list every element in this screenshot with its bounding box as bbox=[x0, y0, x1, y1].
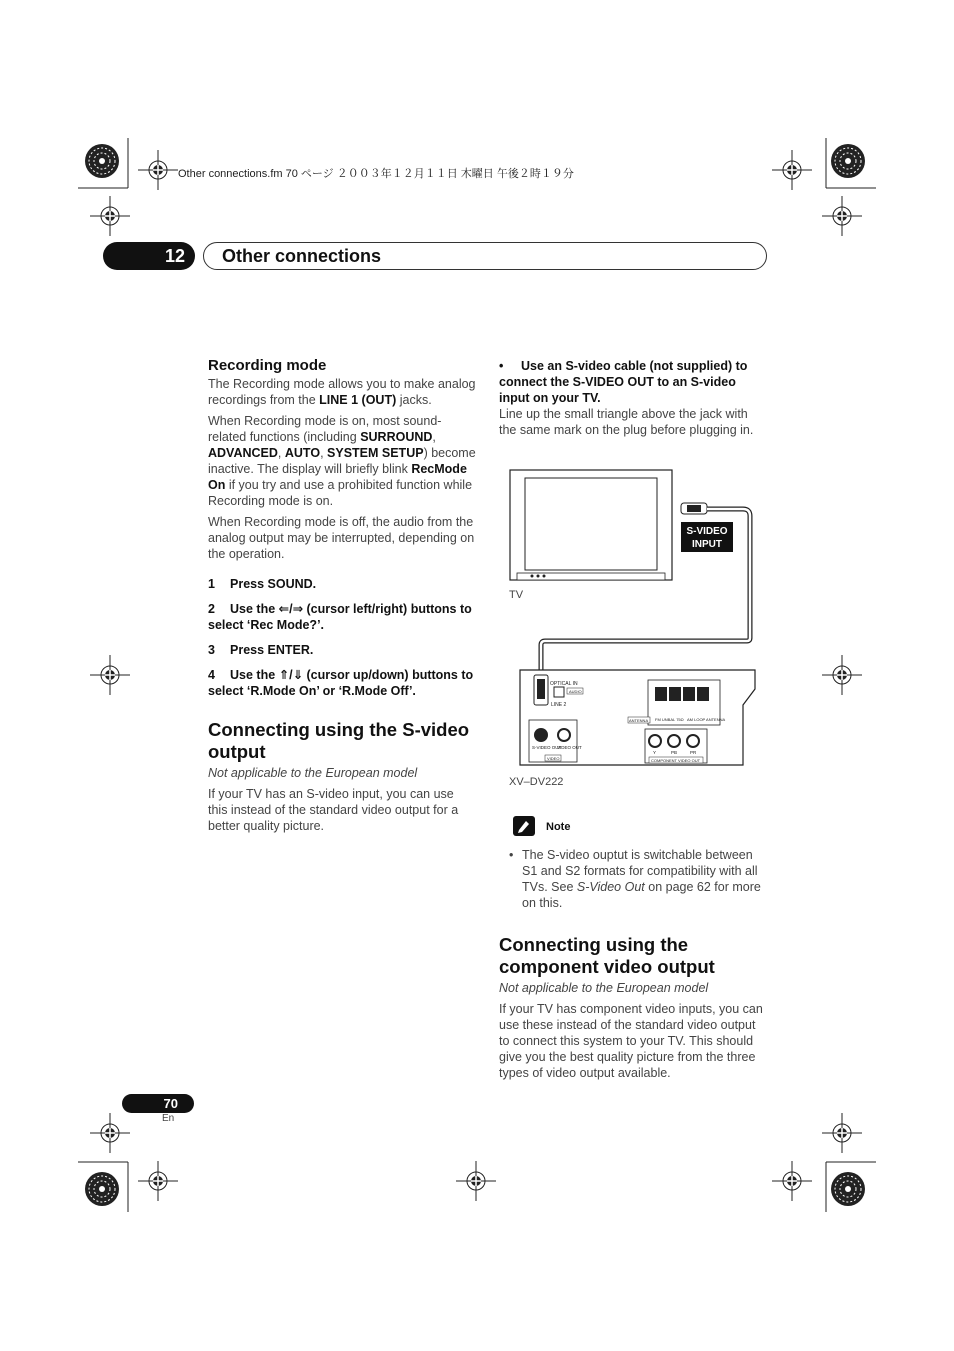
svideo-applicability: Not applicable to the European model bbox=[208, 766, 418, 780]
step-2: 2 Use the ⇐/⇒ (cursor left/right) buttons to select ‘Rec Mode?’. bbox=[208, 602, 472, 632]
component-para: If your TV has component video inputs, you can use these instead of the standard video output to connect this system to your TV. This should give you the best quality picture from the three types of video output available. bbox=[499, 1002, 763, 1080]
svg-text:OPTICAL IN: OPTICAL IN bbox=[550, 681, 578, 687]
svideo-bullet-detail: Line up the small triangle above the jack with the same mark on the plug before plugging in. bbox=[499, 407, 754, 437]
tv-screen bbox=[525, 478, 657, 570]
left-column bbox=[208, 358, 476, 839]
step-3: 3 Press ENTER. bbox=[208, 643, 314, 657]
tv-label: TV bbox=[509, 589, 524, 601]
note-item: • The S-video ouptut is switchable between S1 and S2 formats for compatibility with all TVs. See S-Video Out on page 62 for more on this. bbox=[509, 848, 761, 910]
note-icon bbox=[513, 816, 535, 836]
svg-text:PB: PB bbox=[671, 750, 678, 755]
svg-text:ANTENNA: ANTENNA bbox=[629, 718, 649, 723]
svideo-input-line1: S-VIDEO bbox=[686, 526, 728, 537]
recording-mode-para-1: The Recording mode allows you to make analog recordings from the LINE 1 (OUT) jacks. bbox=[208, 377, 476, 407]
recording-mode-para-3: When Recording mode is off, the audio from the analog output may be interrupted, depending on the operation. bbox=[208, 515, 475, 561]
step-4: 4 Use the ⇑/⇓ (cursor up/down) buttons to select ‘R.Mode On’ or ‘R.Mode Off’. bbox=[208, 668, 474, 698]
svideo-para: If your TV has an S-video input, you can use this instead of the standard video output for a better quality picture. bbox=[208, 787, 459, 833]
recording-mode-para-2: When Recording mode is on, most sound-related functions (including SURROUND, ADVANCED, AUTO, SYSTEM SETUP) become inactive. The display will briefly blink RecMode On if you try and use a prohibited function while Recording mode is on. bbox=[208, 414, 476, 508]
right-column-top bbox=[499, 358, 767, 443]
note-heading: Note bbox=[546, 821, 571, 833]
component-applicability: Not applicable to the European model bbox=[499, 981, 709, 995]
svg-text:AM LOOP ANTENNA: AM LOOP ANTENNA bbox=[687, 717, 726, 722]
svg-text:LINE 2: LINE 2 bbox=[551, 702, 567, 708]
component-heading: Connecting using the component video output bbox=[499, 934, 715, 977]
svg-text:COMPONENT VIDEO OUT: COMPONENT VIDEO OUT bbox=[651, 758, 701, 763]
svg-text:FM UNBAL 75Ω: FM UNBAL 75Ω bbox=[655, 717, 684, 722]
svg-text:VIDEO OUT: VIDEO OUT bbox=[557, 745, 582, 750]
step-1: 1 Press SOUND. bbox=[208, 577, 317, 591]
component-section bbox=[499, 934, 767, 1086]
file-header: Other connections.fm 70 ページ ２００３年１２月１１日 木曜日 午後２時１９分 bbox=[178, 168, 574, 180]
page-language: En bbox=[162, 1113, 175, 1124]
svg-text:AUDIO: AUDIO bbox=[569, 689, 582, 694]
page-number: 70 bbox=[122, 1094, 194, 1113]
model-label: XV–DV222 bbox=[509, 776, 564, 788]
svideo-bullet: • Use an S-video cable (not supplied) to connect the S-VIDEO OUT to an S-video input on your TV. bbox=[499, 359, 748, 405]
svg-text:PR: PR bbox=[690, 750, 697, 755]
svg-text:Y: Y bbox=[653, 750, 657, 755]
recording-mode-heading: Recording mode bbox=[208, 357, 327, 374]
svideo-heading: Connecting using the S-video output bbox=[208, 719, 470, 762]
svideo-input-line2: INPUT bbox=[692, 539, 722, 550]
svideo-connection-diagram bbox=[505, 465, 765, 805]
chapter-title: Other connections bbox=[222, 246, 382, 266]
svg-text:S-VIDEO OUT: S-VIDEO OUT bbox=[532, 745, 562, 750]
svg-text:VIDEO: VIDEO bbox=[547, 756, 560, 761]
chapter-number: 12 bbox=[103, 242, 195, 270]
